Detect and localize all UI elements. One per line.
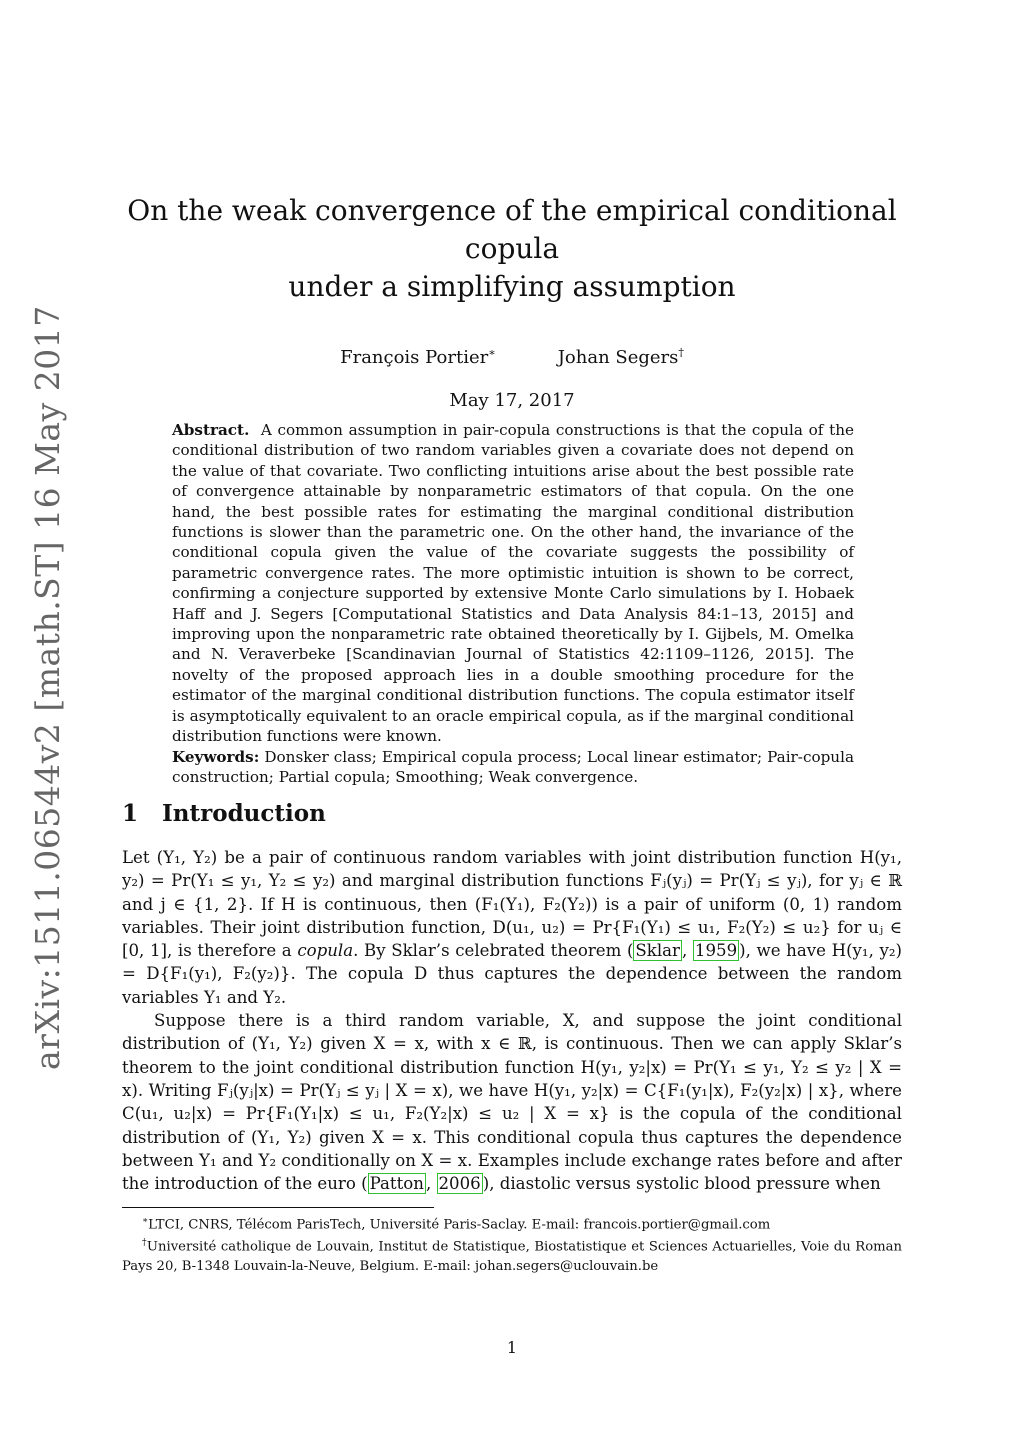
citation-link-sklar-year[interactable]: 1959: [694, 941, 738, 961]
footnote-2: [122, 1234, 902, 1275]
abstract: [172, 420, 854, 787]
footnote-text: LTCI, CNRS, Télécom ParisTech, Université Paris-Saclay. E-mail: francois.portier@gmail.com: [148, 1217, 771, 1233]
paper-title: [120, 192, 904, 306]
keywords-text: Donsker class; Empirical copula process; Local linear estimator; Pair-copula construction; Partial copula; Smoothing; Weak convergence.: [172, 747, 855, 786]
abstract-body: [172, 420, 854, 747]
footnote-divider: [122, 1207, 434, 1208]
arxiv-identifier-stamp: arXiv:1511.06544v2 [math.ST] 16 May 2017: [28, 305, 67, 1070]
paragraph-text: Let (Y₁, Y₂) be a pair of continuous random variables with joint distribution function H(y₁, y₂) = Pr(Y₁ ≤ y₁, Y₂ ≤ y₂) and marginal distribution functions Fⱼ(yⱼ) = Pr(Yⱼ ≤ yⱼ), for yⱼ ∈ ℝ and j ∈ {1, 2}. If H is continuous, then (F₁(Y₁), F₂(Y₂)) is a pair of uniform (0, 1) random variables. Their joint distribution function, D(u₁, u₂) = Pr{F₁(Y₁) ≤ u₁, F₂(Y₂) ≤ u₂} for uⱼ ∈ [0, 1], is therefore a: [122, 848, 902, 961]
author-1: [340, 346, 496, 368]
paragraph-text: . By Sklar’s celebrated theorem (: [353, 941, 634, 961]
section-number: 1: [122, 800, 139, 827]
footnotes: [122, 1212, 902, 1276]
footnote-mark: †: [142, 1238, 147, 1249]
author-list: [120, 346, 904, 368]
author-name: Johan Segers: [557, 347, 679, 368]
keywords-label: Keywords:: [172, 747, 260, 766]
citation-link-patton[interactable]: Patton: [369, 1174, 424, 1194]
citation-link-sklar[interactable]: Sklar: [635, 941, 680, 961]
abstract-label: Abstract.: [172, 421, 250, 439]
author-2: [558, 346, 684, 368]
paragraph-text: ), diastolic versus systolic blood pressure when: [482, 1174, 881, 1194]
author-name: François Portier: [340, 347, 489, 368]
publication-date: May 17, 2017: [449, 390, 575, 411]
section-heading-introduction: [122, 800, 326, 827]
keywords: [172, 747, 854, 788]
paragraph-text: ), we have H(y₁, y₂) = D{F₁(y₁), F₂(y₂)}. The copula D thus captures the dependence between the random variables Y₁ and Y₂.: [122, 941, 902, 1007]
paragraph-1: [122, 846, 902, 1009]
footnote-mark[interactable]: ∗: [488, 346, 496, 359]
page-number: 1: [506, 1338, 518, 1357]
footnote-mark: ∗: [142, 1216, 149, 1226]
footnote-text: Université catholique de Louvain, Institut de Statistique, Biostatistique et Sciences Actuarielles, Voie du Roman Pays 20, B-1348 Louvain-la-Neuve, Belgium. E-mail: johan.segers@uclouvain.be: [122, 1239, 903, 1274]
emphasis-copula: copula: [297, 941, 354, 961]
title-line-2: under a simplifying assumption: [288, 270, 736, 303]
title-line-1: On the weak convergence of the empirical conditional copula: [127, 194, 897, 265]
citation-link-patton-year[interactable]: 2006: [438, 1174, 481, 1194]
paragraph-text: Suppose there is a third random variable, X, and suppose the joint conditional distribution of (Y₁, Y₂) given X = x, with x ∈ ℝ, is continuous. Then we can apply Sklar’s theorem to the joint conditional distribution function H(y₁, y₂|x) = Pr(Y₁ ≤ y₁, Y₂ ≤ y₂ | X = x). Writing Fⱼ(yⱼ|x) = Pr(Yⱼ ≤ yⱼ | X = x), we have H(y₁, y₂|x) = C{F₁(y₁|x), F₂(y₂|x) | x}, where C(u₁, u₂|x) = Pr{F₁(Y₁|x) ≤ u₁, F₂(Y₂|x) ≤ u₂ | X = x} is the copula of the conditional distribution of (Y₁, Y₂) given X = x. This conditional copula thus captures the dependence between Y₁ and Y₂ conditionally on X = x. Examples include exchange rates before and after the introduction of the euro (: [122, 1011, 902, 1194]
abstract-text: A common assumption in pair-copula constructions is that the copula of the conditional distribution of two random variables given a covariate does not depend on the value of that covariate. Two conflicting intuitions arise about the best possible rate of convergence attainable by nonparametric estimators of that copula. On the one hand, the best possible rates for estimating the marginal conditional distribution functions is slower than the parametric one. On the other hand, the invariance of the conditional copula given the value of the covariate suggests the possibility of parametric convergence rates. The more optimistic intuition is shown to be correct, confirming a conjecture supported by extensive Monte Carlo simulations by I. Hobaek Haff and J. Segers [Computational Statistics and Data Analysis 84:1–13, 2015] and improving upon the nonparametric rate obtained theoretically by I. Gijbels, M. Omelka and N. Veraverbeke [Scandinavian Journal of Statistics 42:1109–1126, 2015]. The novelty of the proposed approach lies in a double smoothing procedure for the estimator of the marginal conditional distribution functions. The copula estimator itself is asymptotically equivalent to an oracle empirical copula, as if the marginal conditional distribution functions were known.: [172, 421, 855, 746]
footnote-1: [122, 1212, 902, 1234]
section-title: Introduction: [162, 800, 326, 827]
introduction-body: [122, 846, 902, 1195]
citation-separator: ,: [681, 941, 693, 961]
citation-separator: ,: [425, 1174, 437, 1194]
footnote-mark[interactable]: †: [678, 346, 684, 359]
title-block: [120, 192, 904, 411]
paragraph-2: [122, 1009, 902, 1195]
